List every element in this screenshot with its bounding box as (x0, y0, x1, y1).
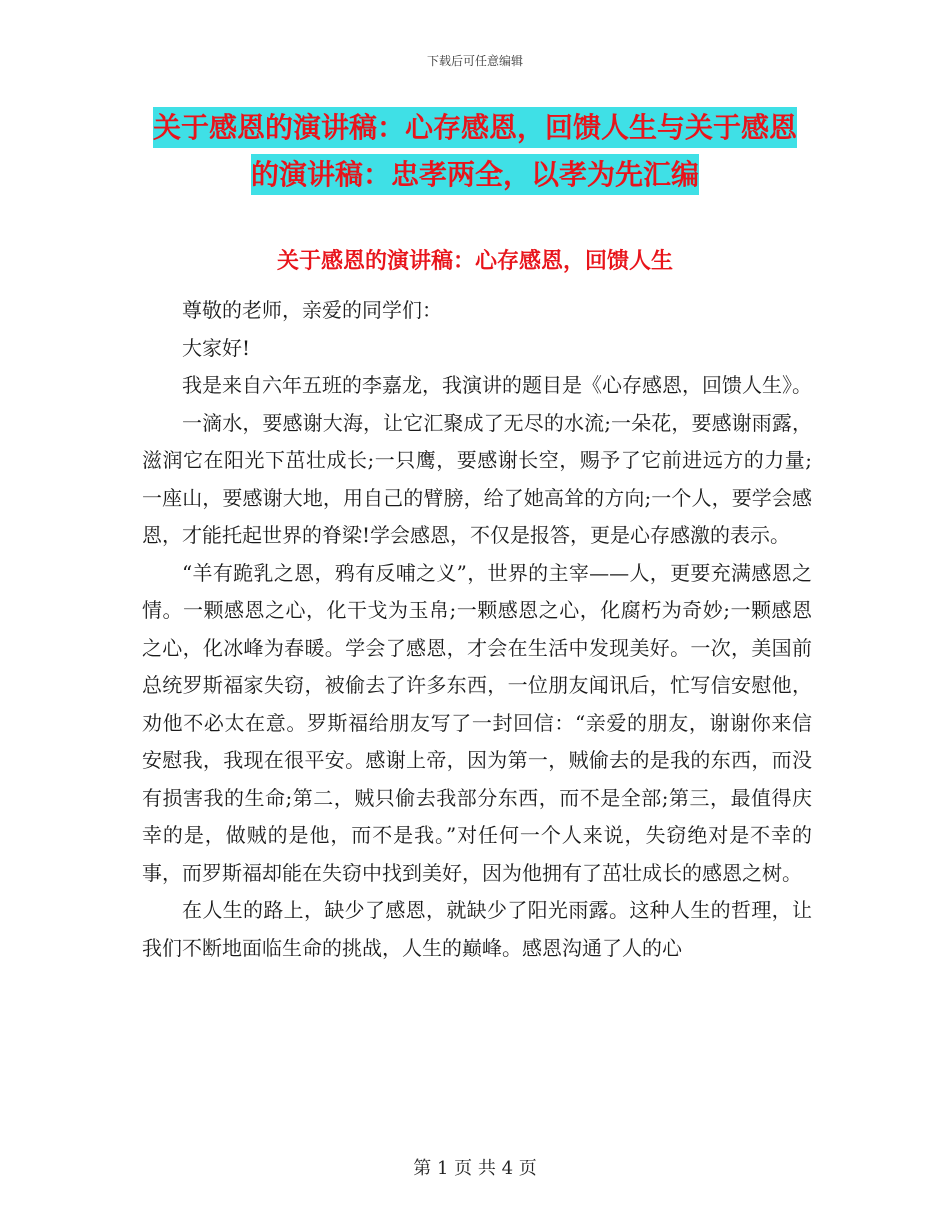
header-note: 下载后可任意编辑 (426, 54, 523, 68)
document-title-text-2: 的演讲稿：忠孝两全，以孝为先汇编 (251, 154, 699, 195)
paragraph: “羊有跪乳之恩，鸦有反哺之义”，世界的主宰——人，更要充满感恩之情。一颗感恩之心，化干戈为玉帛;一颗感恩之心，化腐朽为奇妙;一颗感恩之心，化冰峰为春暖。学会了感恩，才会在生活中发现美好。一次，美国前总统罗斯福家失窃，被偷去了许多东西，一位朋友闻讯后，忙写信安慰他，劝他不必太在意。罗斯福给朋友写了一封回信：“亲爱的朋友，谢谢你来信安慰我，我现在很平安。感谢上帝，因为第一，贼偷去的是我的东西，而没有损害我的生命;第二，贼只偷去我部分东西，而不是全部;第三，最值得庆幸的是，做贼的是他，而不是我。”对任何一个人来说，失窃绝对是不幸的事，而罗斯福却能在失窃中找到美好，因为他拥有了茁壮成长的感恩之树。 (142, 560, 812, 885)
document-title-line-2 (120, 150, 830, 200)
document-title-line-1 (120, 103, 830, 153)
salutation: 尊敬的老师，亲爱的同学们： (182, 298, 442, 322)
page-footer: 第 1 页 共 4 页 (413, 1158, 537, 1179)
section-title: 关于感恩的演讲稿：心存感恩，回馈人生 (276, 249, 673, 274)
paragraph: 在人生的路上，缺少了感恩，就缺少了阳光雨露。这种人生的哲理，让我们不断地面临生命的挑战，人生的巅峰。感恩沟通了人的心 (142, 898, 812, 960)
paragraph: 我是来自六年五班的李嘉龙，我演讲的题目是《心存感恩，回馈人生》。 (182, 373, 812, 397)
document-title-text-1: 关于感恩的演讲稿：心存感恩，回馈人生与关于感恩 (153, 107, 797, 148)
greeting: 大家好! (182, 335, 251, 360)
paragraph: 一滴水，要感谢大海，让它汇聚成了无尽的水流;一朵花，要感谢雨露，滋润它在阳光下茁壮成长;一只鹰，要感谢长空，赐予了它前进远方的力量;一座山，要感谢大地，用自己的臂膀，给了她高耸的方向;一个人，要学会感恩，才能托起世界的脊梁!学会感恩，不仅是报答，更是心存感激的表示。 (142, 410, 812, 547)
body-text (142, 292, 812, 967)
